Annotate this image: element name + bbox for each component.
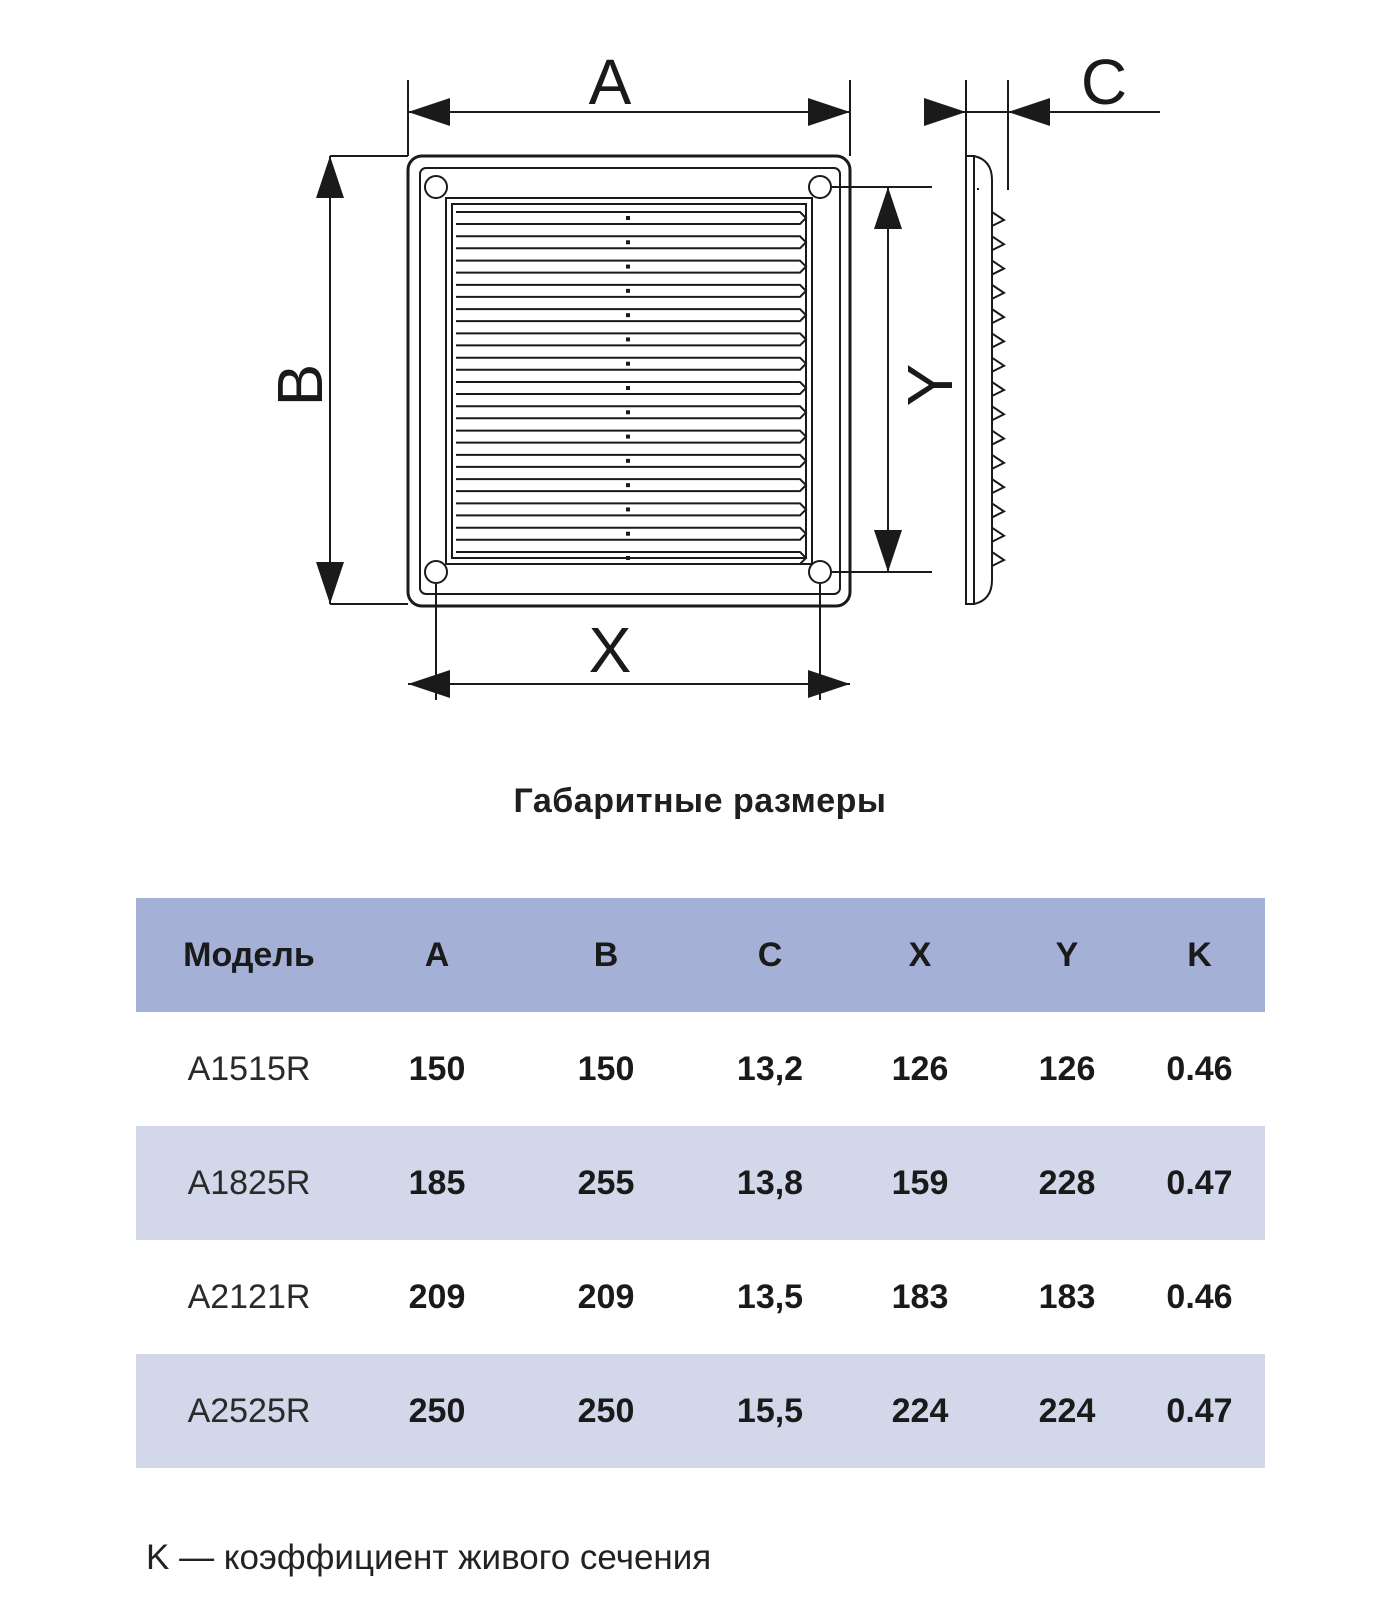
- side-slat: [992, 552, 1004, 566]
- side-slat: [992, 503, 1004, 517]
- side-slat: [992, 285, 1004, 299]
- louver-slat: [456, 503, 806, 515]
- screw-hole-bottom-right: [809, 561, 831, 583]
- header-y: Y: [1055, 935, 1079, 974]
- grille-drawing: [0, 0, 1400, 740]
- screw-hole-top-left: [425, 176, 447, 198]
- footnote: K — коэффициент живого сечения: [146, 1538, 712, 1577]
- louver-slat: [456, 261, 806, 273]
- front-view: [408, 156, 850, 606]
- side-slat: [992, 406, 1004, 420]
- cell-model: A1825R: [187, 1163, 311, 1202]
- cell-b: 250: [577, 1391, 635, 1430]
- cell-y: 224: [1038, 1391, 1096, 1430]
- table-row: [136, 1012, 1265, 1126]
- cell-y: 228: [1038, 1163, 1096, 1202]
- side-slat: [992, 455, 1004, 469]
- cell-x: 159: [891, 1163, 949, 1202]
- label-c: C: [1080, 46, 1128, 118]
- header-b: B: [593, 935, 619, 974]
- louver-rib: [626, 337, 630, 341]
- louver-slat: [456, 455, 806, 467]
- cell-x: 224: [891, 1391, 949, 1430]
- louver-rib: [626, 240, 630, 244]
- header-c: C: [757, 935, 783, 974]
- louver-rib: [626, 265, 630, 269]
- side-slat: [992, 479, 1004, 493]
- cell-x: 126: [891, 1049, 949, 1088]
- cell-a: 209: [408, 1277, 466, 1316]
- cell-model: A2121R: [187, 1277, 311, 1316]
- screw-hole-bottom-left: [425, 561, 447, 583]
- louver-slat: [456, 382, 806, 394]
- header-k: K: [1187, 935, 1212, 974]
- section-title: Габаритные размеры: [513, 782, 887, 820]
- side-slat: [992, 333, 1004, 347]
- cell-k: 0.47: [1166, 1391, 1233, 1430]
- louver-slat: [456, 406, 806, 418]
- louver-rib: [626, 386, 630, 390]
- side-slat: [992, 382, 1004, 396]
- cell-a: 250: [408, 1391, 466, 1430]
- label-b: B: [264, 363, 336, 407]
- louver-slat: [456, 309, 806, 321]
- cell-c: 15,5: [736, 1391, 804, 1430]
- side-slat: [992, 431, 1004, 445]
- louver-rib: [626, 459, 630, 463]
- label-y: Y: [894, 363, 966, 407]
- louver-rib: [626, 532, 630, 536]
- header-a: A: [424, 935, 450, 974]
- table-row: [136, 1354, 1265, 1468]
- cell-y: 183: [1038, 1277, 1096, 1316]
- louver-rib: [626, 216, 630, 220]
- label-x: X: [588, 614, 632, 686]
- louver-slat: [456, 479, 806, 491]
- cell-x: 183: [891, 1277, 949, 1316]
- louver-rib: [626, 410, 630, 414]
- cell-c: 13,5: [736, 1277, 804, 1316]
- louver-rib: [626, 313, 630, 317]
- table-header-row: [136, 898, 1265, 1012]
- louver-rib: [626, 362, 630, 366]
- side-slat: [992, 358, 1004, 372]
- side-slat: [992, 261, 1004, 275]
- louver-slat: [456, 285, 806, 297]
- cell-k: 0.46: [1166, 1277, 1233, 1316]
- side-view: [966, 156, 1004, 604]
- side-slat: [992, 528, 1004, 542]
- louver-slat: [456, 212, 806, 224]
- louver-slat: [456, 236, 806, 248]
- label-a: A: [588, 46, 632, 118]
- louver-rib: [626, 483, 630, 487]
- side-slat: [992, 236, 1004, 250]
- louver-rib: [626, 289, 630, 293]
- cell-b: 150: [577, 1049, 635, 1088]
- cell-model: A2525R: [187, 1391, 311, 1430]
- cell-b: 255: [577, 1163, 635, 1202]
- screw-hole-top-right: [809, 176, 831, 198]
- cell-b: 209: [577, 1277, 635, 1316]
- dimensions-table: [136, 898, 1265, 1468]
- table-row: [136, 1126, 1265, 1240]
- table-row: [136, 1240, 1265, 1354]
- cell-a: 150: [408, 1049, 466, 1088]
- cell-k: 0.47: [1166, 1163, 1233, 1202]
- louver-slat: [456, 528, 806, 540]
- cell-a: 185: [408, 1163, 466, 1202]
- louver-slat: [456, 333, 806, 345]
- side-slat: [992, 212, 1004, 226]
- header-x: X: [908, 935, 932, 974]
- cell-c: 13,8: [736, 1163, 804, 1202]
- cell-k: 0.46: [1166, 1049, 1233, 1088]
- cell-y: 126: [1038, 1049, 1096, 1088]
- cell-model: A1515R: [187, 1049, 311, 1088]
- louver-rib: [626, 435, 630, 439]
- louver-slat: [456, 358, 806, 370]
- side-slat-profile: [992, 212, 1004, 566]
- louver-slats: [456, 212, 806, 564]
- side-slat: [992, 309, 1004, 323]
- cell-c: 13,2: [736, 1049, 804, 1088]
- dimension-labels: [264, 46, 1127, 686]
- louver-slat: [456, 431, 806, 443]
- louver-rib: [626, 556, 630, 560]
- header-model: Модель: [183, 935, 315, 974]
- louver-rib: [626, 507, 630, 511]
